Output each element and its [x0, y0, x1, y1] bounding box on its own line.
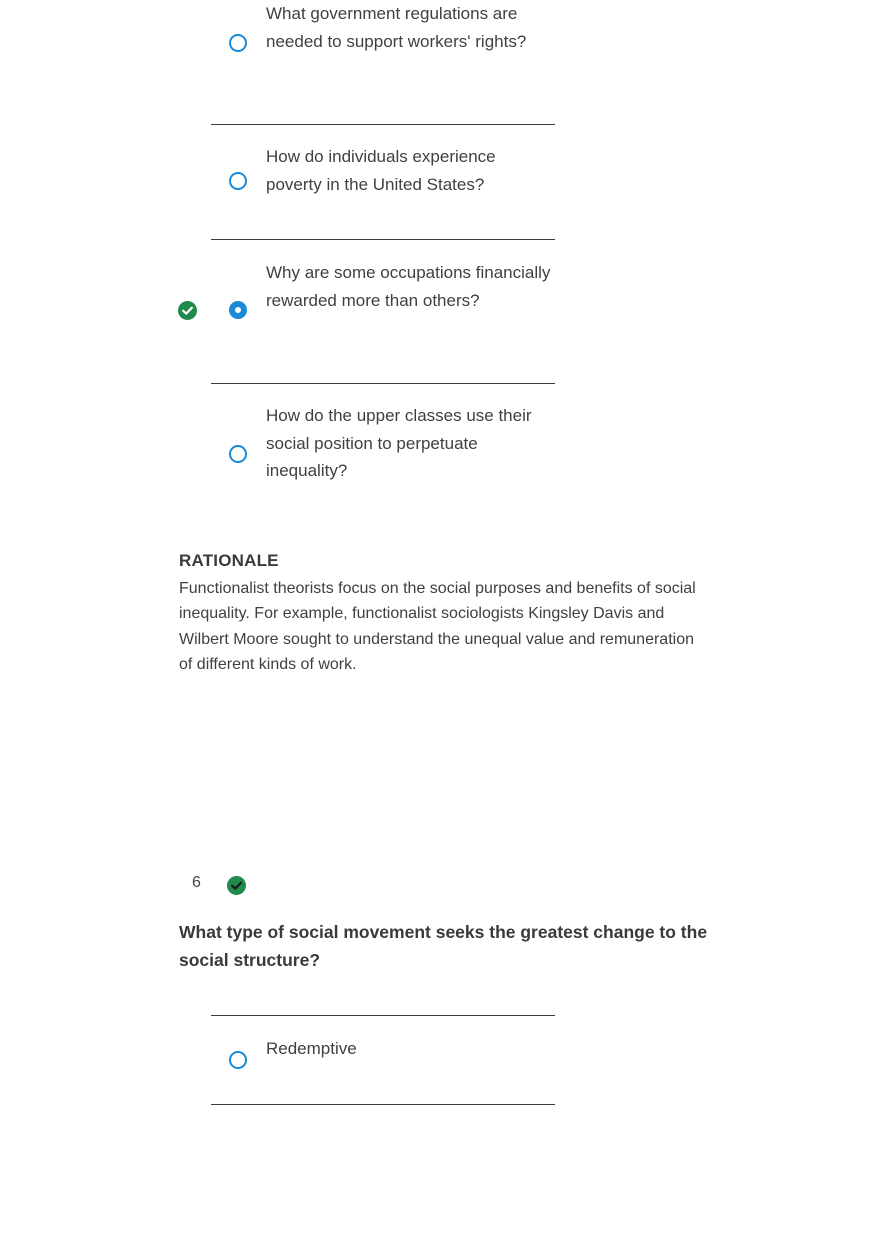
option-radio-1[interactable] — [229, 34, 247, 52]
question-prompt: What type of social movement seeks the greatest change to the social structure? — [179, 922, 708, 970]
correct-check-icon — [178, 301, 197, 320]
question-number: 6 — [192, 874, 201, 891]
option-divider — [211, 124, 555, 125]
option-radio-4[interactable] — [229, 445, 247, 463]
option-divider — [211, 1104, 555, 1105]
option-radio-2[interactable] — [229, 172, 247, 190]
q6-option-radio-1[interactable] — [229, 1051, 247, 1069]
option-divider — [211, 383, 555, 384]
option-divider — [211, 1015, 555, 1016]
option-label-3[interactable]: Why are some occupations financially rewarded more than others? — [266, 263, 551, 310]
rationale-text: Functionalist theorists focus on the social purposes and benefits of social inequality. For example, functionalist sociologists Kingsley Davis and Wilbert Moore sought to understand the unequal value and remuneration of different kinds of work. — [179, 580, 696, 673]
option-radio-3-selected[interactable] — [229, 301, 247, 319]
rationale-heading: RATIONALE — [179, 551, 279, 570]
question-correct-check-icon — [227, 876, 246, 895]
option-divider — [211, 239, 555, 240]
option-label-1[interactable]: What government regulations are needed to support workers' rights? — [266, 4, 527, 51]
option-label-2[interactable]: How do individuals experience poverty in the United States? — [266, 147, 496, 194]
q6-option-label-1[interactable]: Redemptive — [266, 1039, 357, 1058]
option-label-4[interactable]: How do the upper classes use their social position to perpetuate inequality? — [266, 406, 532, 480]
